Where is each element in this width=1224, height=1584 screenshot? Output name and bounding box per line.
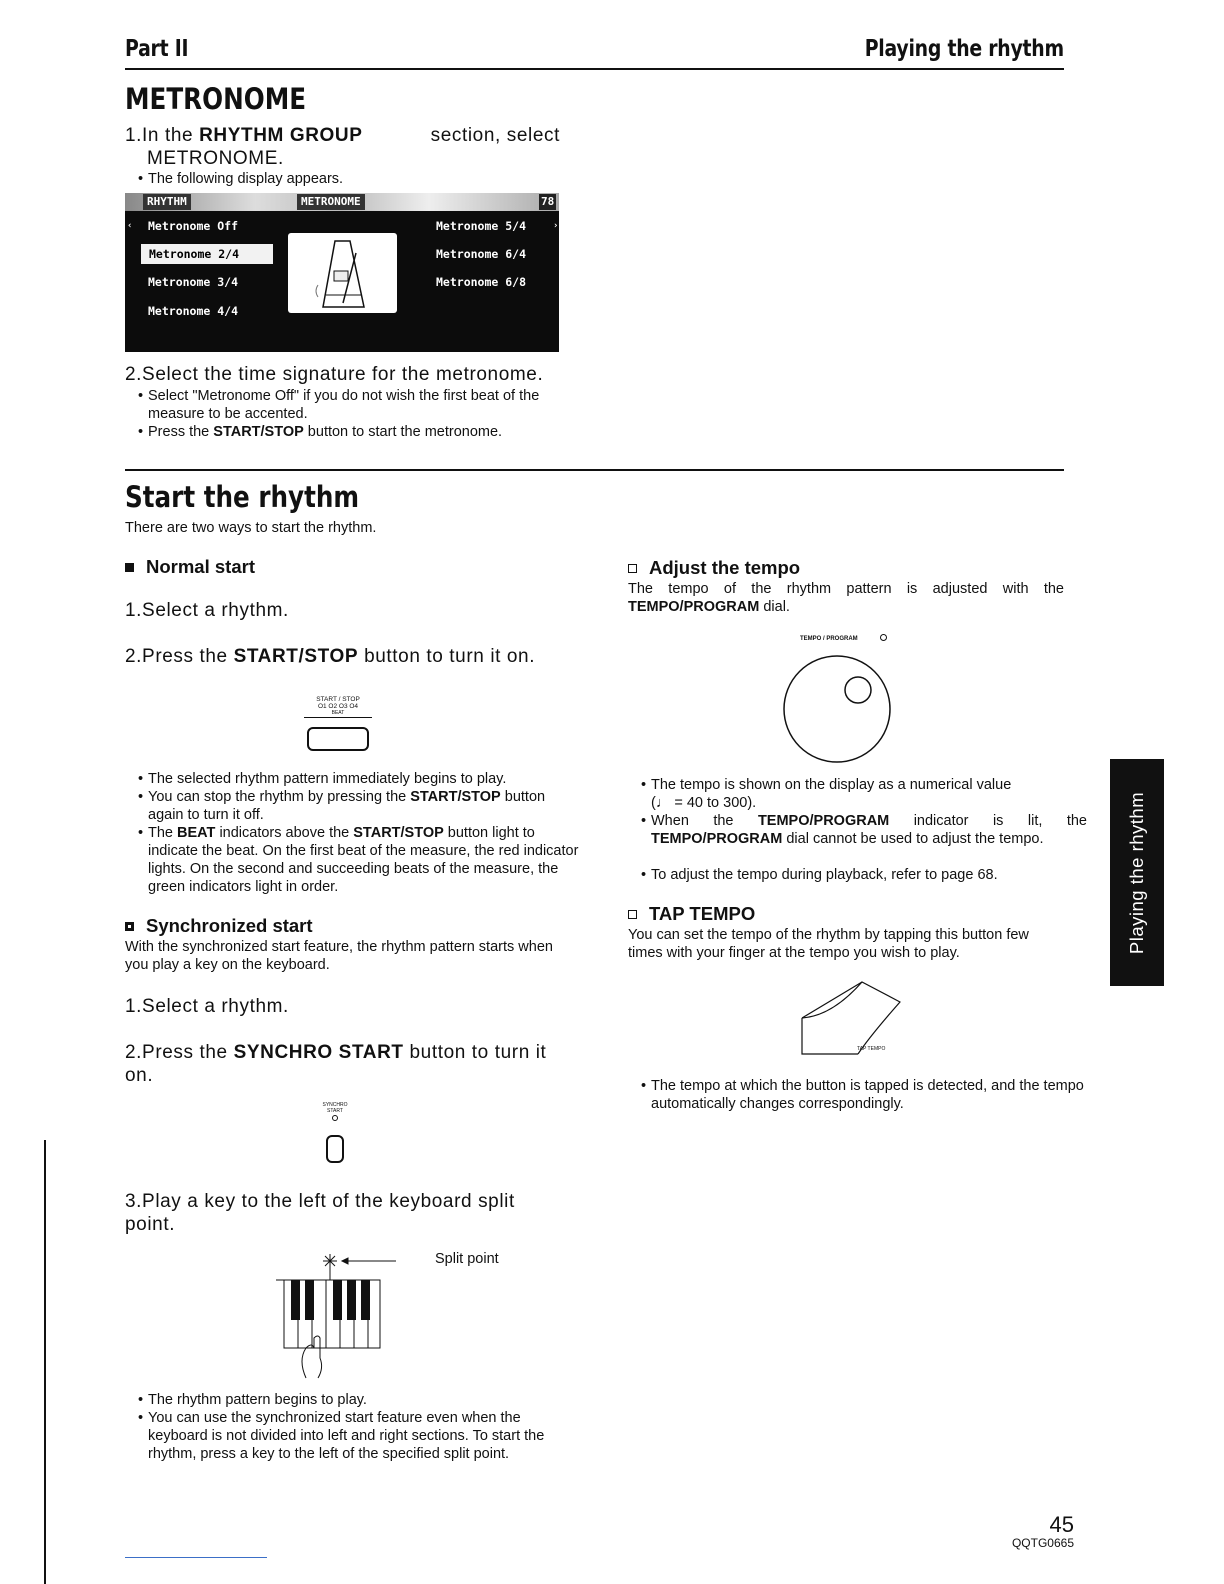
tempo-bullet-2: • When the TEMPO/PROGRAM indicator is lit, the TEMPO/PROGRAM dial cannot be used to adjust the tempo. [628,812,1087,848]
arrow-right-icon: › [553,221,559,231]
metronome-display [125,193,559,352]
section-rule [125,469,1064,471]
display-tab-metronome[interactable]: METRONOME [297,194,365,210]
display-tab-rhythm[interactable]: RHYTHM [143,194,191,210]
tempo-indicator [880,634,887,641]
display-item-metronome-6-8[interactable]: Metronome 6/8 [436,275,527,289]
arrow-left-icon: ‹ [127,221,133,231]
side-tab-label: Playing the rhythm [1126,791,1147,954]
normal-bullet-2: • You can stop the rhythm by pressing the START/STOP button again to turn it off. [125,788,583,824]
split-point-label: Split point [435,1251,499,1267]
synchro-intro: With the synchronized start feature, the rhythm pattern starts when you play a key on the keyboard. [125,939,553,973]
display-note: • The following display appears. [125,170,583,188]
start-intro: There are two ways to start the rhythm. [125,520,377,536]
normal-step-2: 2.Press the START/STOP button to turn it on. [125,646,536,667]
display-item-metronome-off[interactable]: Metronome Off [148,219,239,233]
display-tab-number: 78 [541,195,555,208]
adjust-tempo-heading: Adjust the tempo [628,557,800,579]
metronome-title: METRONOME [125,82,307,116]
part-label: Part II [125,36,189,62]
keyboard-split-illustration [276,1248,396,1388]
synchro-bullet-2: • You can use the synchronized start feature even when the keyboard is not divided into left and right sections. To start the rhythm, press a key to the left of the specified split point. [125,1409,583,1463]
display-item-metronome-3-4[interactable]: Metronome 3/4 [148,275,239,289]
tempo-intro: The tempo of the rhythm pattern is adjusted with the TEMPO/PROGRAM dial. [628,581,1064,615]
header-rule [125,68,1064,70]
normal-step-1: 1.Select a rhythm. [125,600,289,621]
display-item-metronome-5-4[interactable]: Metronome 5/4 [436,219,527,233]
tap-tempo-bullet-1: • The tempo at which the button is tapped is detected, and the tempo automatically changes correspondingly. [628,1077,1087,1113]
metronome-bullet-1: • Select "Metronome Off" if you do not wish the first beat of the measure to be accented. [125,387,583,423]
doc-code: QQTG0665 [1011,1536,1074,1550]
tap-tempo-intro: You can set the tempo of the rhythm by tapping this button few times with your finger at the tempo you wish to play. [628,927,1029,961]
normal-bullet-3: • The BEAT indicators above the START/STOP button light to indicate the beat. On the first beat of the measure, the red indicator lights. On the second and succeeding beats of the measure, the green indicators light in order. [125,824,583,896]
tempo-program-dial[interactable] [782,654,892,764]
display-item-metronome-6-4[interactable]: Metronome 6/4 [436,247,527,261]
display-item-metronome-2-4[interactable]: Metronome 2/4 [141,244,273,264]
side-tab [1110,759,1164,986]
synchro-start-button-illustration: SYNCHRO START [320,1102,350,1163]
synchro-bullet-1: • The rhythm pattern begins to play. [125,1391,583,1409]
normal-bullet-1: • The selected rhythm pattern immediately begins to play. [125,770,583,788]
page-number: 45 [1049,1512,1074,1537]
metronome-icon [288,233,397,313]
metronome-step-2: 2.Select the time signature for the metronome. [125,364,544,385]
normal-start-heading: Normal start [125,556,255,578]
metronome-step-1: 1.In the RHYTHM GROUP section, select METRONOME. [125,125,560,169]
display-item-metronome-4-4[interactable]: Metronome 4/4 [148,304,239,318]
binding-edge-line [44,1140,46,1584]
synchro-step-3: 3.Play a key to the left of the keyboard split point. [125,1191,515,1235]
synchro-start-heading: Synchronized start [125,915,313,937]
footer-link-line [125,1557,267,1558]
section-label: Playing the rhythm [864,36,1064,62]
start-stop-button[interactable] [307,727,369,751]
tap-tempo-heading: TAP TEMPO [628,903,755,925]
tempo-bullet-1: • The tempo is shown on the display as a numerical value (♩ = 40 to 300). [628,776,1087,812]
tap-tempo-button-label: TAP TEMPO [857,1046,886,1052]
tempo-dial-label: TEMPO / PROGRAM [800,636,858,642]
synchro-indicator [332,1115,338,1121]
tempo-bullet-3: • To adjust the tempo during playback, refer to page 68. [628,866,1087,884]
synchro-step-1: 1.Select a rhythm. [125,996,289,1017]
tap-tempo-button-illustration [800,980,910,1060]
start-stop-button-illustration: START / STOP O1 O2 O3 O4 BEAT [298,696,378,751]
synchro-step-2: 2.Press the SYNCHRO START button to turn it on. [125,1042,547,1086]
synchro-start-button[interactable] [326,1135,344,1163]
start-rhythm-title: Start the rhythm [125,480,360,514]
metronome-bullet-2: • Press the START/STOP button to start the metronome. [125,423,583,441]
